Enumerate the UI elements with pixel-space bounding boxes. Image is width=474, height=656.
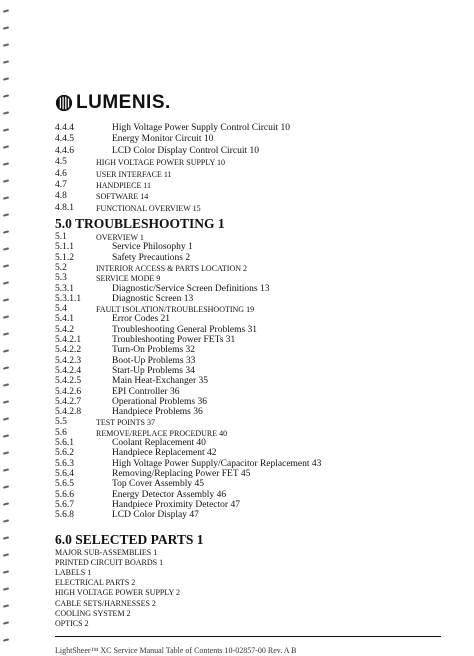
toc-entry-title: FUNCTIONAL OVERVIEW 15: [96, 203, 201, 213]
binding-hole: [3, 196, 9, 199]
toc-entry-number: 5.3: [55, 273, 67, 284]
binding-hole: [3, 213, 9, 216]
toc-entry-number: 4.8: [55, 191, 67, 202]
toc-entry-title: Top Cover Assembly 45: [112, 479, 204, 490]
toc-entry-number: 5.4.2.4: [55, 365, 82, 376]
binding-hole: [3, 264, 9, 267]
binding-hole: [3, 94, 9, 97]
toc-entry-number: 5.6.2: [55, 448, 74, 459]
toc-entry-number: 4.4.5: [55, 134, 74, 145]
binding-hole: [3, 60, 9, 63]
binding-hole: [3, 553, 9, 556]
toc-entry-title: Coolant Replacement 40: [112, 438, 206, 448]
binding-hole: [3, 298, 9, 301]
logo-text: LUMENIS.: [76, 92, 171, 113]
binding-hole: [3, 77, 9, 80]
toc-entry-title: High Voltage Power Supply Control Circuit 10: [112, 123, 291, 133]
toc-entry-number: 5.6.3: [55, 458, 74, 469]
parts-entry: COOLING SYSTEM 2: [55, 608, 131, 618]
toc-entry-title: Troubleshooting General Problems 31: [112, 324, 258, 335]
toc-entry-title: TEST POINTS 37: [96, 418, 155, 428]
toc-entry-title: SOFTWARE 14: [96, 192, 149, 202]
toc-entry-title: HIGH VOLTAGE POWER SUPPLY 10: [96, 158, 225, 168]
binding-hole: [3, 230, 9, 233]
parts-entry: ELECTRICAL PARTS 2: [55, 578, 136, 588]
binding-hole: [3, 179, 9, 182]
binding-hole: [3, 485, 9, 488]
toc-entry-title: Energy Monitor Circuit 10: [112, 134, 214, 145]
toc-entry-number: 4.6: [55, 168, 67, 179]
toc-entry-number: 5.6: [55, 427, 67, 438]
toc-entry-title: Removing/Replacing Power FET 45: [112, 468, 251, 479]
toc-entry-title: LCD Color Display 47: [112, 510, 199, 521]
toc-entry-title: Handpiece Problems 36: [112, 407, 203, 418]
toc-entry-number: 5.1: [55, 232, 67, 242]
binding-hole: [3, 111, 9, 114]
toc-entry-title: Boot-Up Problems 33: [112, 355, 196, 366]
toc-entry-number: 5.4.2.6: [55, 386, 82, 397]
toc-entry-number: 5.6.8: [55, 510, 74, 521]
toc-entry-number: 5.4.2.8: [55, 407, 82, 418]
binding-hole: [3, 128, 9, 131]
binding-hole: [3, 604, 9, 607]
toc-entry-number: 4.7: [55, 180, 67, 190]
toc-entry-number: 5.4: [55, 304, 67, 315]
toc-entry-title: FAULT ISOLATION/TROUBLESHOOTING 19: [96, 305, 255, 315]
parts-entry: LABELS 1: [55, 568, 92, 578]
binding-hole: [3, 536, 9, 539]
footer-rule: [55, 636, 441, 637]
toc-entry-title: OVERVIEW 1: [96, 233, 144, 242]
binding-hole: [3, 400, 9, 403]
toc-entry-title: EPI Controller 36: [112, 386, 180, 397]
toc-entry-title: Error Codes 21: [112, 314, 171, 325]
toc-entry-title: Safety Precautions 2: [112, 252, 191, 263]
binding-hole: [3, 502, 9, 505]
toc-entry-number: 5.4.2: [55, 324, 74, 335]
toc-entry-title: High Voltage Power Supply/Capacitor Replacement 43: [112, 458, 322, 469]
toc-entry-number: 5.4.2.1: [55, 335, 82, 345]
binding-hole: [3, 332, 9, 335]
toc-entry-title: Start-Up Problems 34: [112, 365, 195, 376]
parts-entry: PRINTED CIRCUIT BOARDS 1: [55, 558, 164, 568]
binding-hole: [3, 43, 9, 46]
toc-entry-title: USER INTERFACE 11: [96, 169, 172, 179]
binding-hole: [3, 366, 9, 369]
lumenis-logo: [55, 91, 171, 115]
toc-entry-title: Main Heat-Exchanger 35: [112, 376, 209, 387]
lumenis-logo-mark-icon: [55, 94, 73, 112]
binding-hole: [3, 383, 9, 386]
binding-hole: [3, 519, 9, 522]
parts-entry: HIGH VOLTAGE POWER SUPPLY 2: [55, 588, 180, 598]
binding-hole: [3, 162, 9, 165]
toc-entry-title: Diagnostic/Service Screen Definitions 13: [112, 283, 270, 294]
parts-entry: CABLE SETS/HARNESSES 2: [55, 598, 156, 608]
toc-entry-title: Energy Detector Assembly 46: [112, 489, 227, 500]
toc-entry-number: 5.4.2.7: [55, 396, 82, 407]
toc-entry-number: 5.4.2.2: [55, 345, 82, 356]
toc-entry-number: 5.4.2.3: [55, 355, 82, 366]
toc-entry-title: Diagnostic Screen 13: [112, 293, 194, 304]
binding-hole: [3, 26, 9, 29]
toc-entry-title: Turn-On Problems 32: [112, 345, 196, 356]
binding-hole: [3, 145, 9, 148]
binding-hole: [3, 638, 9, 641]
toc-entry-number: 5.4.1: [55, 314, 74, 325]
toc-entry-title: HANDPIECE 11: [96, 181, 152, 190]
binding-hole: [3, 315, 9, 318]
toc-entry-number: 5.6.7: [55, 499, 74, 510]
footer-text: LightSheer™ XC Service Manual Table of Contents 10-02857-00 Rev. A B: [55, 646, 297, 655]
binding-hole: [3, 468, 9, 471]
toc-entry-title: Operational Problems 36: [112, 396, 207, 407]
toc-entry-number: 5.1.2: [55, 252, 74, 263]
toc-entry-title: LCD Color Display Control Circuit 10: [112, 145, 259, 156]
toc-entry-number: 5.6.1: [55, 438, 74, 448]
binding-hole: [3, 9, 9, 12]
toc-entry-number: 4.4.4: [55, 123, 74, 133]
toc-entry-number: 5.5: [55, 417, 67, 428]
binding-hole: [3, 621, 9, 624]
toc-entry-number: 4.4.6: [55, 145, 74, 156]
toc-entry-title: Handpiece Proximity Detector 47: [112, 499, 240, 510]
toc-entry-title: SERVICE MODE 9: [96, 274, 161, 284]
binding-hole: [3, 570, 9, 573]
toc-entry-title: Service Philosophy 1: [112, 242, 193, 253]
toc-entry-number: 5.6.6: [55, 489, 74, 500]
toc-entry-title: INTERIOR ACCESS & PARTS LOCATION 2: [96, 263, 248, 273]
binding-holes: [3, 10, 13, 650]
toc-entry-title: Handpiece Replacement 42: [112, 448, 217, 459]
binding-hole: [3, 247, 9, 250]
toc-entry-number: 5.3.1.1: [55, 293, 82, 304]
parts-entry: MAJOR SUB-ASSEMBLIES 1: [55, 548, 158, 557]
toc-entry-number: 5.2: [55, 262, 67, 273]
toc-entry-number: 4.8.1: [55, 202, 74, 213]
toc-entry-number: 5.4.2.5: [55, 376, 82, 387]
toc-entry-number: 5.6.5: [55, 479, 74, 490]
binding-hole: [3, 434, 9, 437]
binding-hole: [3, 587, 9, 590]
binding-hole: [3, 281, 9, 284]
parts-entry: OPTICS 2: [55, 618, 89, 628]
binding-hole: [3, 451, 9, 454]
toc-entry-number: 4.5: [55, 157, 67, 168]
section-5-title: 5.0 TROUBLESHOOTING 1: [55, 216, 225, 231]
binding-hole: [3, 349, 9, 352]
toc-entry-title: REMOVE/REPLACE PROCEDURE 40: [96, 428, 228, 438]
toc-entry-title: Troubleshooting Power FETs 31: [112, 335, 236, 345]
binding-hole: [3, 417, 9, 420]
toc-entry-number: 5.3.1: [55, 283, 74, 294]
section-6-title: 6.0 SELECTED PARTS 1: [55, 532, 204, 547]
toc-entry-number: 5.1.1: [55, 242, 74, 253]
toc-entry-number: 5.6.4: [55, 468, 74, 479]
